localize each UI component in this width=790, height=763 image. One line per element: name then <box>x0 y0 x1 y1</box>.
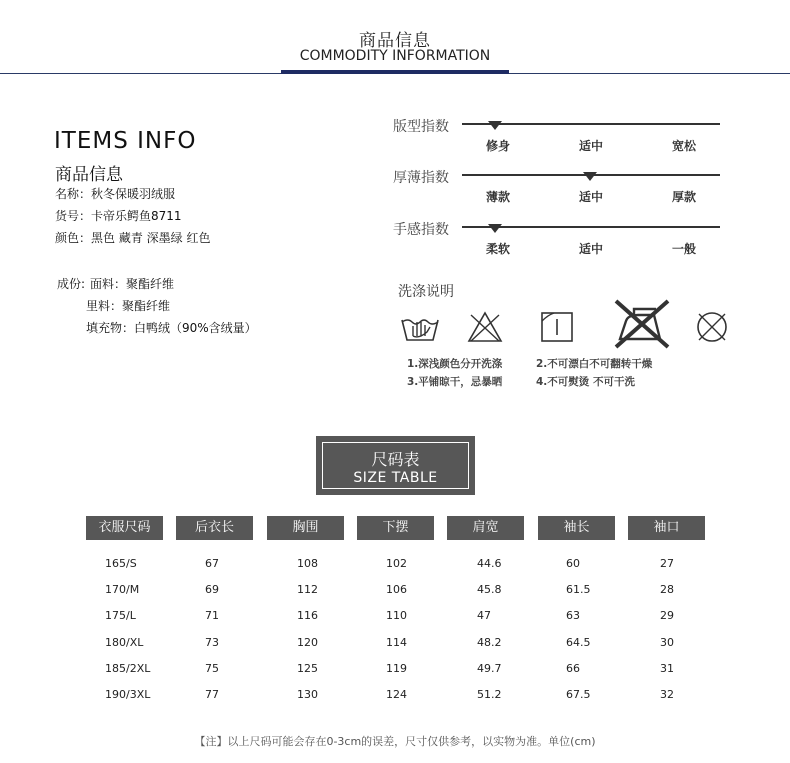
table-cell: 108 <box>297 557 318 570</box>
table-cell: 130 <box>297 688 318 701</box>
table-cell: 67 <box>205 557 219 570</box>
table-cell: 75 <box>205 662 219 675</box>
wash-note: 1.深浅颜色分开洗涤 <box>407 358 503 370</box>
table-header-sleeve: 袖长 <box>538 516 615 540</box>
wash-note: 4.不可熨烫 不可干洗 <box>536 376 635 388</box>
index-marker <box>488 224 502 233</box>
table-cell: 48.2 <box>477 636 502 649</box>
table-cell: 32 <box>660 688 674 701</box>
table-cell: 77 <box>205 688 219 701</box>
size-table-title-cn: 尺码表 <box>371 450 420 469</box>
table-cell: 64.5 <box>566 636 591 649</box>
table-cell: 125 <box>297 662 318 675</box>
table-header-chest: 胸围 <box>267 516 344 540</box>
composition-lining: 里料：聚酯纤维 <box>86 299 171 313</box>
table-cell: 175/L <box>105 609 136 622</box>
index-option: 适中 <box>578 139 604 153</box>
size-table-title-en: SIZE TABLE <box>353 470 438 486</box>
wash-title: 洗涤说明 <box>398 284 454 300</box>
table-cell: 31 <box>660 662 674 675</box>
index-label: 手感指数 <box>393 222 449 238</box>
items-info-subtitle: 商品信息 <box>55 165 123 185</box>
items-info-title: ITEMS INFO <box>54 128 197 154</box>
table-cell: 73 <box>205 636 219 649</box>
index-option: 一般 <box>671 242 697 256</box>
header-title-en: COMMODITY INFORMATION <box>299 48 491 64</box>
no-bleach-icon <box>466 310 504 344</box>
index-option: 柔软 <box>485 242 511 256</box>
index-label: 厚薄指数 <box>393 170 449 186</box>
table-cell: 102 <box>386 557 407 570</box>
table-cell: 51.2 <box>477 688 502 701</box>
table-header-back-length: 后衣长 <box>176 516 253 540</box>
table-header-shoulder: 肩宽 <box>447 516 524 540</box>
line-dry-icon <box>540 311 574 343</box>
header-accent-bar <box>281 70 509 74</box>
size-table-footnote: 【注】以上尺码可能会存在0-3cm的误差，尺寸仅供参考，以实物为准。单位(cm) <box>194 735 596 748</box>
index-option: 薄款 <box>485 190 511 204</box>
table-cell: 61.5 <box>566 583 591 596</box>
table-cell: 29 <box>660 609 674 622</box>
header-title-cn: 商品信息 <box>359 31 431 51</box>
no-iron-icon <box>612 297 672 351</box>
composition-shell: 面料：聚酯纤维 <box>90 277 175 291</box>
table-cell: 110 <box>386 609 407 622</box>
composition-label: 成份: <box>57 277 86 291</box>
table-header-cuff: 袖口 <box>628 516 705 540</box>
index-option: 适中 <box>578 190 604 204</box>
table-cell: 45.8 <box>477 583 502 596</box>
table-cell: 49.7 <box>477 662 502 675</box>
table-header-size: 衣服尺码 <box>86 516 163 540</box>
hand-wash-icon <box>398 310 442 344</box>
table-cell: 60 <box>566 557 580 570</box>
composition-filling: 填充物：白鸭绒（90%含绒量） <box>86 321 257 335</box>
index-label: 版型指数 <box>393 119 449 135</box>
table-cell: 44.6 <box>477 557 502 570</box>
table-cell: 170/M <box>105 583 140 596</box>
table-cell: 180/XL <box>105 636 144 649</box>
table-cell: 119 <box>386 662 407 675</box>
item-colors: 颜色：黑色 藏青 深墨绿 红色 <box>55 231 211 245</box>
table-header-hem: 下摆 <box>357 516 434 540</box>
table-cell: 66 <box>566 662 580 675</box>
table-cell: 71 <box>205 609 219 622</box>
item-name: 名称：秋冬保暖羽绒服 <box>55 187 176 201</box>
table-cell: 116 <box>297 609 318 622</box>
index-option: 修身 <box>485 139 511 153</box>
table-cell: 28 <box>660 583 674 596</box>
table-cell: 120 <box>297 636 318 649</box>
no-dry-clean-icon <box>694 310 730 344</box>
table-cell: 69 <box>205 583 219 596</box>
table-cell: 124 <box>386 688 407 701</box>
table-cell: 114 <box>386 636 407 649</box>
table-cell: 165/S <box>105 557 137 570</box>
table-cell: 190/3XL <box>105 688 151 701</box>
table-cell: 112 <box>297 583 318 596</box>
item-sku: 货号：卡帝乐鳄鱼8711 <box>55 209 182 223</box>
table-cell: 30 <box>660 636 674 649</box>
index-option: 厚款 <box>671 190 697 204</box>
index-option: 适中 <box>578 242 604 256</box>
wash-note: 2.不可漂白不可翻转干燥 <box>536 358 653 370</box>
table-cell: 63 <box>566 609 580 622</box>
index-marker <box>488 121 502 130</box>
table-cell: 47 <box>477 609 491 622</box>
table-cell: 67.5 <box>566 688 591 701</box>
table-cell: 27 <box>660 557 674 570</box>
wash-note: 3.平铺晾干，忌暴晒 <box>407 376 503 388</box>
index-option: 宽松 <box>671 139 697 153</box>
table-cell: 185/2XL <box>105 662 151 675</box>
table-cell: 106 <box>386 583 407 596</box>
index-marker <box>583 172 597 181</box>
